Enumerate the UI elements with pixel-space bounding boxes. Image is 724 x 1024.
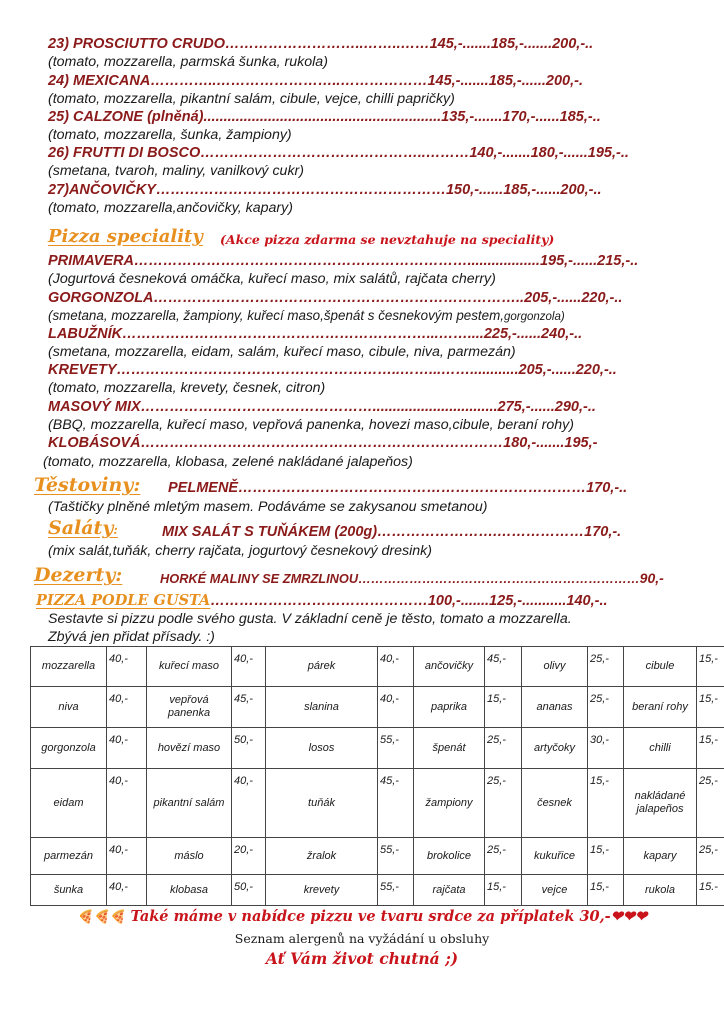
topping-price: 40,- [378, 647, 414, 687]
topping-price: 40,- [107, 647, 147, 687]
topping-name: paprika [414, 687, 485, 728]
custom-pizza-line [36, 592, 608, 609]
pasta-price: 170,-.. [586, 480, 628, 496]
topping-name: nakládané jalapeños [624, 769, 697, 838]
special-krevety-dots: …………………………………………………..……...……............ [116, 362, 519, 378]
topping-price: 40,- [378, 687, 414, 728]
pizza-26-line [48, 145, 629, 161]
pasta-dots: ……………………………………………………………… [238, 480, 587, 496]
special-primavera-desc: (Jogurtová česneková omáčka, kuřecí maso, mix salátů, rajčata cherry) [48, 271, 496, 287]
special-labuznik-dots: ………………………………………………………...…….... [122, 326, 484, 342]
special-klobasova-desc: (tomato, mozzarella, klobasa, zelené nakládané jalapeňos) [43, 454, 413, 470]
salad-section-title [48, 517, 118, 539]
custom-pizza-section: PIZZA PODLE GUSTA [36, 592, 211, 609]
pasta-line [168, 480, 627, 496]
topping-price: 15,- [588, 875, 624, 906]
pizza-25-name: 25) CALZONE (plněná) [48, 109, 204, 125]
topping-price: 15,- [588, 838, 624, 875]
topping-price: 45,- [485, 647, 522, 687]
special-labuznik-line [48, 326, 582, 342]
topping-price: 55,- [378, 728, 414, 769]
topping-name: máslo [147, 838, 232, 875]
salad-section-colon: : [113, 523, 118, 537]
topping-price: 40,- [107, 687, 147, 728]
topping-name: artyčoky [522, 728, 588, 769]
topping-price: 55,- [378, 875, 414, 906]
pizza-23-dots: ………………………..……..…… [224, 36, 430, 52]
topping-price: 25,- [485, 838, 522, 875]
topping-name: chilli [624, 728, 697, 769]
special-primavera-prices: 195,-......215,-.. [539, 253, 639, 269]
toppings-row [31, 687, 724, 728]
topping-price: 25,- [697, 838, 724, 875]
topping-name: ananas [522, 687, 588, 728]
toppings-row [31, 647, 724, 687]
topping-name: žampiony [414, 769, 485, 838]
dessert-line [160, 570, 664, 586]
special-gorgonzola-prices: 205,-......220,-.. [524, 290, 623, 306]
toppings-table [30, 646, 724, 906]
dessert-section-label: Dezerty [34, 564, 116, 586]
dessert-dots: ………………………………………………………… [358, 571, 640, 586]
heart-icon: ❤❤❤ [610, 908, 648, 925]
special-primavera-dots: …………………………………………………………….................. [133, 253, 540, 269]
speciality-title: Pizza speciality [48, 226, 203, 247]
topping-price: 40,- [107, 838, 147, 875]
topping-name: losos [266, 728, 378, 769]
topping-price: 25,- [485, 769, 522, 838]
topping-name: mozzarella [31, 647, 107, 687]
topping-name: česnek [522, 769, 588, 838]
pizza-24-prices: 145,-.......185,-......200,-. [427, 73, 584, 89]
pizza-25-dots: ........................................................... [203, 109, 442, 125]
pizza-23-desc: (tomato, mozzarella, parmská šunka, rukola) [48, 54, 328, 70]
topping-price: 15,- [485, 687, 522, 728]
topping-name: cibule [624, 647, 697, 687]
topping-name: parmezán [31, 838, 107, 875]
dessert-section-colon: : [115, 564, 123, 586]
salad-section-label: Saláty [48, 517, 114, 539]
heart-offer-text: Také máme v nabídce pizzu ve tvaru srdce za příplatek 30,- [130, 908, 611, 925]
topping-price: 25,- [697, 769, 724, 838]
special-klobasova-dots: ………………………………………………………………… [140, 435, 504, 451]
topping-name: gorgonzola [31, 728, 107, 769]
special-gorgonzola-desc-main: (smetana, mozzarella, žampiony, kuřecí maso,špenát s česnekovým pestem, [48, 308, 504, 323]
topping-price: 40,- [107, 769, 147, 838]
topping-price: 30,- [588, 728, 624, 769]
pizza-24-desc: (tomato, mozzarella, pikantní salám, cibule, vejce, chilli papričky) [48, 91, 455, 107]
pasta-name: PELMENĚ [168, 480, 239, 496]
pizza-24-name: 24) MEXICANA [48, 73, 151, 89]
topping-price: 50,- [232, 875, 266, 906]
salad-desc: (mix salát,tuňák, cherry rajčata, jogurtový česnekový dresink) [48, 543, 432, 559]
topping-name: párek [266, 647, 378, 687]
topping-name: kukuřice [522, 838, 588, 875]
pizza-26-desc: (smetana, tvaroh, maliny, vanilkový cukr) [48, 163, 304, 179]
topping-name: krevety [266, 875, 378, 906]
topping-price: 25,- [588, 687, 624, 728]
special-labuznik-name: LABUŽNÍK [48, 326, 123, 342]
topping-name: klobasa [147, 875, 232, 906]
custom-pizza-prices: 100,-.......125,-...........140,-.. [427, 593, 608, 609]
pasta-section-title [34, 474, 140, 496]
pasta-desc: (Taštičky plněné mletým masem. Podáváme se zakysanou smetanou) [48, 499, 488, 515]
pizza-27-line [48, 182, 602, 198]
topping-name: ančovičky [414, 647, 485, 687]
topping-price: 45,- [232, 687, 266, 728]
topping-price: 40,- [107, 875, 147, 906]
salad-price: 170,-. [584, 524, 622, 540]
special-klobasova-name: KLOBÁSOVÁ [48, 435, 141, 451]
pizza-27-prices: 150,-......185,-......200,-.. [445, 182, 602, 198]
topping-name: niva [31, 687, 107, 728]
topping-price: 40,- [232, 769, 266, 838]
topping-name: olivy [522, 647, 588, 687]
topping-name: rajčata [414, 875, 485, 906]
topping-name: vejce [522, 875, 588, 906]
custom-pizza-desc-2: Zbývá jen přidat přísady. :) [48, 629, 215, 645]
pizza-25-prices: 135,-.......170,-......185,-.. [441, 109, 601, 125]
pizza-24-line [48, 73, 583, 89]
pizza-26-prices: 140,-.......180,-......195,-.. [469, 145, 629, 161]
topping-name: kapary [624, 838, 697, 875]
toppings-row [31, 728, 724, 769]
topping-price: 25,- [485, 728, 522, 769]
special-masovy-mix-dots: …………………………………………............................... [140, 399, 498, 415]
topping-name: kuřecí maso [147, 647, 232, 687]
pasta-section-colon: : [133, 474, 141, 496]
special-labuznik-prices: 225,-......240,-.. [483, 326, 583, 342]
toppings-row [31, 838, 724, 875]
special-gorgonzola-line [48, 290, 622, 306]
special-gorgonzola-desc [48, 308, 565, 323]
dessert-name: HORKÉ MALINY SE ZMRZLINOU [160, 571, 359, 586]
topping-price: 15.- [697, 875, 724, 906]
topping-name: tuňák [266, 769, 378, 838]
topping-name: hovězí maso [147, 728, 232, 769]
pizza-27-name: 27)ANČOVIČKY [48, 182, 156, 198]
topping-price: 55,- [378, 838, 414, 875]
special-masovy-mix-name: MASOVÝ MIX [48, 399, 141, 415]
special-primavera-name: PRIMAVERA [48, 253, 134, 269]
topping-price: 40,- [232, 647, 266, 687]
pizza-26-name: 26) FRUTTI DI BOSCO [48, 145, 201, 161]
special-gorgonzola-dots: ………………………………………………………………….. [153, 290, 525, 306]
topping-name: špenát [414, 728, 485, 769]
topping-price: 45,- [378, 769, 414, 838]
salad-dots: …………………….……………… [377, 524, 585, 540]
speciality-note: (Akce pizza zdarma se nevztahuje na speciality) [220, 232, 555, 247]
special-krevety-line [48, 362, 617, 378]
topping-name: brokolice [414, 838, 485, 875]
special-klobasova-line [48, 435, 597, 451]
salad-line [162, 524, 621, 540]
topping-name: žralok [266, 838, 378, 875]
salad-name: MIX SALÁT S TUŇÁKEM (200g) [162, 524, 378, 540]
topping-price: 15,- [697, 647, 724, 687]
special-masovy-mix-line [48, 399, 596, 415]
pizza-23-name: 23) PROSCIUTTO CRUDO [48, 36, 225, 52]
topping-price: 25,- [588, 647, 624, 687]
special-masovy-mix-prices: 275,-......290,-.. [497, 399, 596, 415]
custom-pizza-dots: ……………………………………… [210, 593, 428, 609]
special-gorgonzola-desc-small: gorgonzola) [503, 311, 565, 323]
special-masovy-mix-desc: (BBQ, mozzarella, kuřecí maso, vepřová panenka, hovezi maso,cibule, beraní rohy) [48, 417, 574, 433]
special-krevety-prices: 205,-......220,-.. [518, 362, 617, 378]
topping-price: 20,- [232, 838, 266, 875]
custom-pizza-desc-1: Sestavte si pizzu podle svého gusta. V základní ceně je těsto, tomato a mozzarella. [48, 611, 572, 627]
pizza-23-prices: 145,-.......185,-.......200,-.. [429, 36, 594, 52]
dessert-section-title [34, 564, 122, 586]
pizza-27-desc: (tomato, mozzarella,ančovičky, kapary) [48, 200, 293, 216]
topping-name: šunka [31, 875, 107, 906]
pizza-24-dots: …………..……………………..……………… [150, 73, 428, 89]
footer-heart-offer [0, 908, 724, 925]
special-gorgonzola-name: GORGONZOLA [48, 290, 154, 306]
topping-name: pikantní salám [147, 769, 232, 838]
topping-name: slanina [266, 687, 378, 728]
toppings-row [31, 769, 724, 838]
toppings-row [31, 875, 724, 906]
special-primavera-line [48, 253, 638, 269]
toppings-body [31, 647, 724, 906]
topping-price: 15,- [485, 875, 522, 906]
pizza-25-desc: (tomato, mozzarella, šunka, žampiony) [48, 127, 292, 143]
topping-name: beraní rohy [624, 687, 697, 728]
special-klobasova-prices: 180,-.......195,- [503, 435, 598, 451]
pizza-slice-icon: 🍕🍕🍕 [76, 910, 126, 925]
topping-name: vepřová panenka [147, 687, 232, 728]
topping-price: 15,- [697, 728, 724, 769]
pizza-27-dots: …………………………………………………… [155, 182, 446, 198]
special-labuznik-desc: (smetana, mozzarella, eidam, salám, kuřecí maso, cibule, niva, parmezán) [48, 344, 516, 360]
topping-name: rukola [624, 875, 697, 906]
pizza-23-line [48, 36, 593, 52]
topping-price: 40,- [107, 728, 147, 769]
dessert-price: 90,- [639, 570, 664, 586]
footer-allergens: Seznam alergenů na vyžádání u obsluhy [234, 931, 490, 946]
special-krevety-desc: (tomato, mozzarella, krevety, česnek, citron) [48, 380, 326, 396]
special-krevety-name: KREVETY [48, 362, 117, 378]
topping-price: 15,- [588, 769, 624, 838]
topping-name: eidam [31, 769, 107, 838]
topping-price: 50,- [232, 728, 266, 769]
pizza-25-line [48, 109, 601, 125]
footer-closing: Ať Vám život chutná ;) [265, 949, 459, 968]
topping-price: 15,- [697, 687, 724, 728]
pizza-26-dots: ………………………………………..……… [200, 145, 470, 161]
pasta-section-label: Těstoviny [34, 474, 134, 496]
